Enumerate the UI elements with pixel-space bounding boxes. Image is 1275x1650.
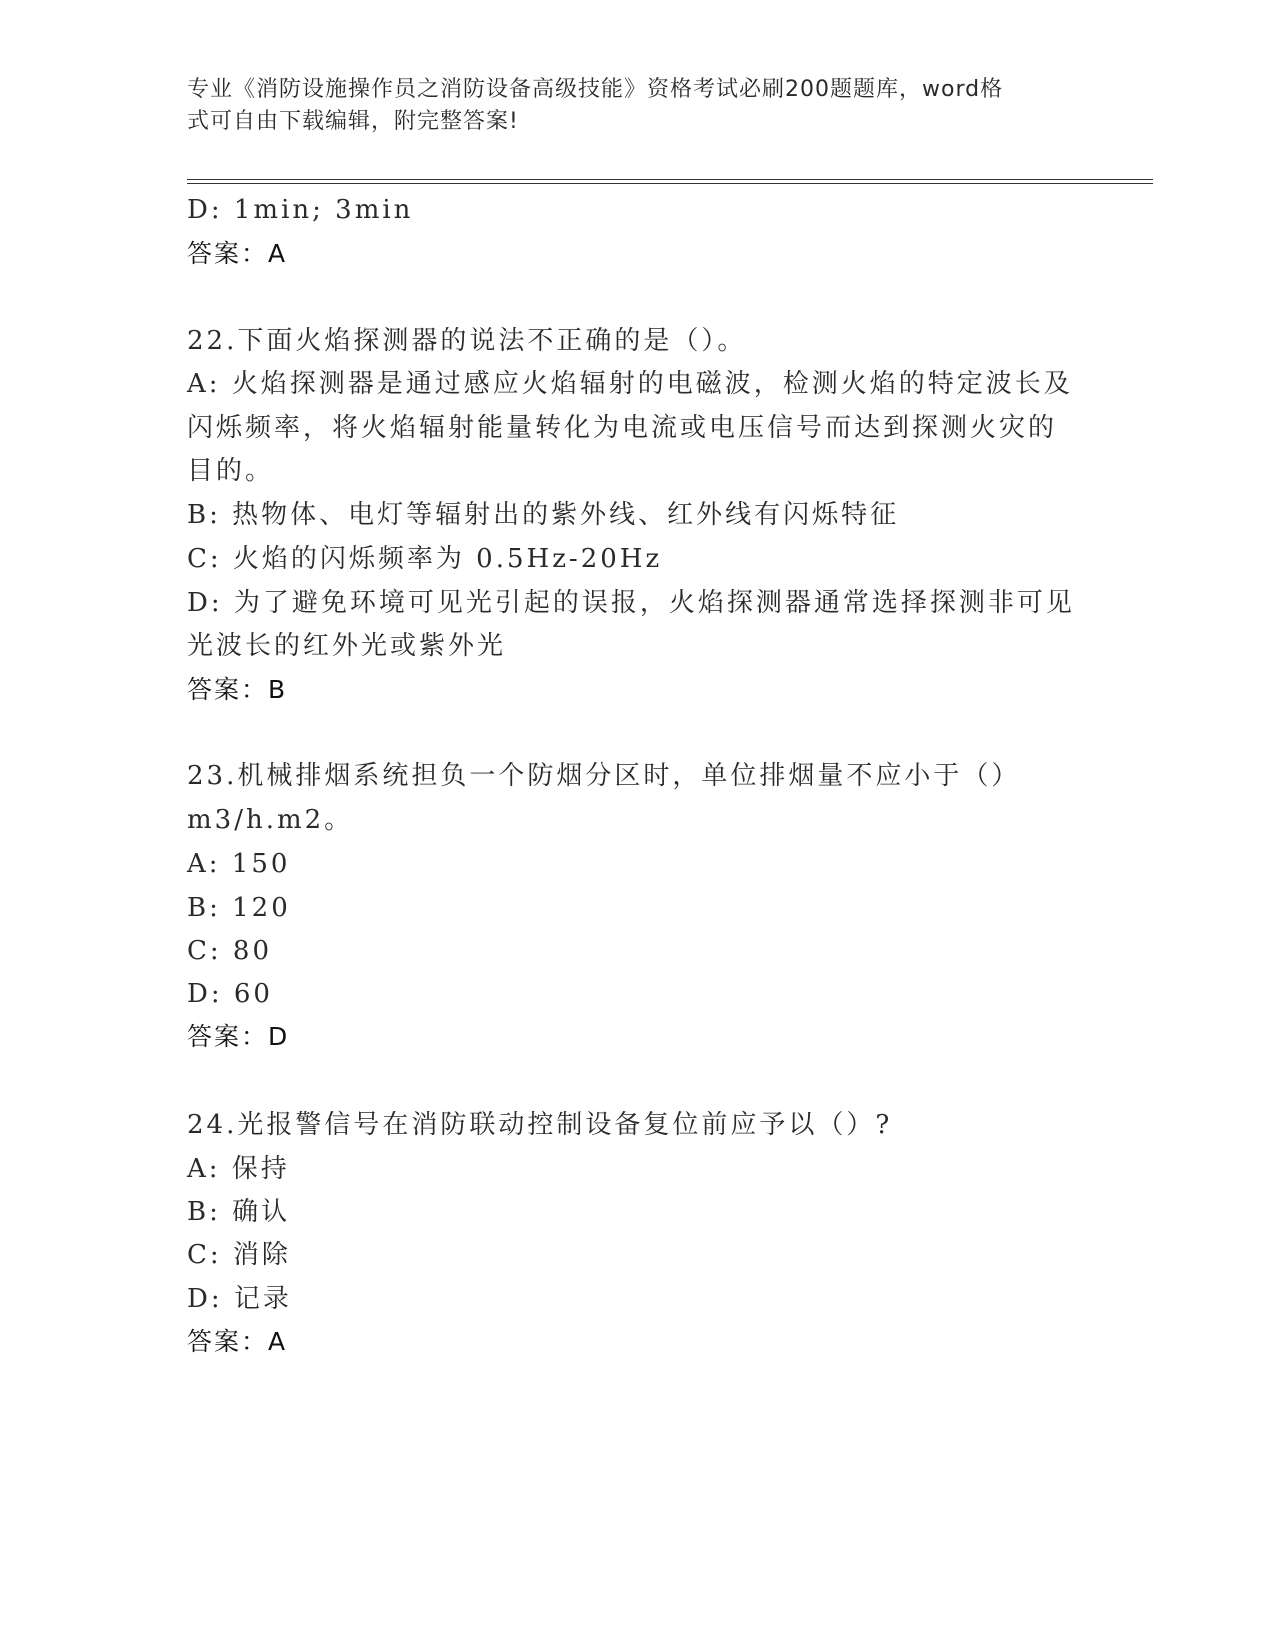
question-22-option-d-line-1: D: 为了避免环境可见光引起的误报，火焰探测器通常选择探测非可见 — [187, 588, 1075, 618]
question-24-option-b: B: 确认 — [187, 1197, 291, 1227]
question-24-text: 24.光报警信号在消防联动控制设备复位前应予以（）? — [187, 1110, 893, 1140]
question-22-option-a-line-2: 闪烁频率，将火焰辐射能量转化为电流或电压信号而达到探测火灾的 — [187, 413, 1058, 443]
question-24-option-a: A: 保持 — [187, 1154, 290, 1184]
header-line-2: 式可自由下载编辑，附完整答案! — [187, 109, 519, 134]
question-23-text-line-2: m3/h.m2。 — [187, 805, 354, 835]
question-22-answer: 答案：B — [187, 675, 288, 704]
question-22-text: 22.下面火焰探测器的说法不正确的是（）。 — [187, 326, 747, 356]
question-22-option-b: B: 热物体、电灯等辐射出的紫外线、红外线有闪烁特征 — [187, 500, 900, 530]
question-23-option-b: B: 120 — [187, 893, 291, 923]
question-22-option-a-line-1: A: 火焰探测器是通过感应火焰辐射的电磁波，检测火焰的特定波长及 — [187, 369, 1073, 399]
question-23-option-a: A: 150 — [187, 849, 291, 879]
prev-option-d: D: 1min; 3min — [187, 195, 414, 225]
prev-answer: 答案：A — [187, 239, 288, 268]
question-24-option-c: C: 消除 — [187, 1240, 291, 1270]
question-22-option-d-line-2: 光波长的红外光或紫外光 — [187, 631, 507, 661]
question-23-text-line-1: 23.机械排烟系统担负一个防烟分区时，单位排烟量不应小于（） — [187, 761, 1021, 791]
header-line-1: 专业《消防设施操作员之消防设备高级技能》资格考试必刷200题题库，word格 — [187, 77, 1004, 102]
question-23-option-d: D: 60 — [187, 979, 273, 1009]
question-23-answer: 答案：D — [187, 1022, 290, 1051]
document-header — [187, 74, 1067, 138]
header-divider-bottom — [187, 183, 1153, 184]
header-divider-top — [187, 179, 1153, 180]
question-24-answer: 答案：A — [187, 1327, 288, 1356]
question-23-option-c: C: 80 — [187, 936, 273, 966]
question-22-option-c: C: 火焰的闪烁频率为 0.5Hz-20Hz — [187, 544, 663, 574]
question-24-option-d: D: 记录 — [187, 1284, 292, 1314]
question-22-option-a-line-3: 目的。 — [187, 456, 275, 486]
